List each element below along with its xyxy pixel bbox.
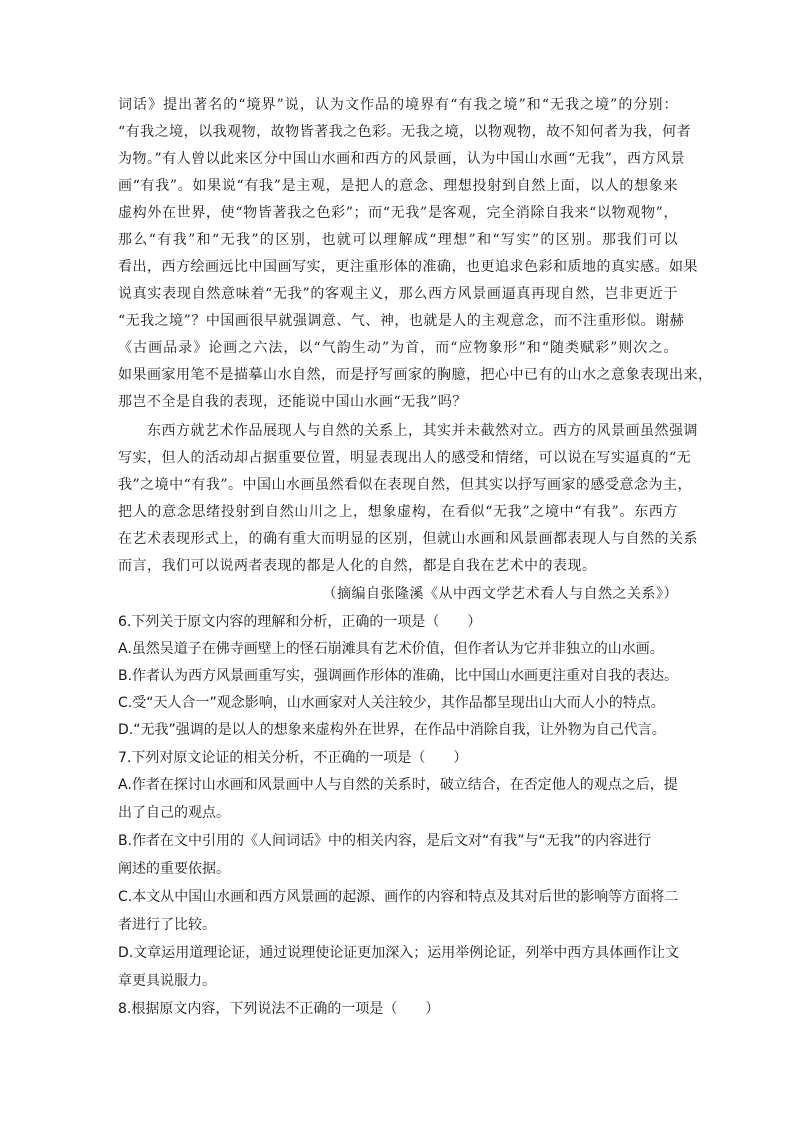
passage-line: 看出，西方绘画远比中国画写实，更注重形体的准确，也更追求色彩和质地的真实感。如果	[118, 259, 698, 275]
passage-source: （摘编自张隆溪《从中西文学艺术看人与自然之关系》）	[322, 586, 678, 602]
passage-line: 如果画家用笔不是描摹山水自然，而是抒写画家的胸臆，把心中已有的山水之意象表现出来，	[118, 367, 713, 383]
question-6-option-c: C.受“天人合一”观念影响，山水画家对人关注较少，其作品都呈现出山大而人小的特点。	[118, 695, 665, 711]
passage-line: 词话》提出著名的“境界”说，认为文作品的境界有“有我之境”和“无我之境”的分别：	[118, 97, 678, 113]
question-7-option-d-cont: 章更具说服力。	[118, 973, 216, 989]
passage-line: 画“有我”。如果说“有我”是主观，是把人的意念、理想投射到自然上面，以人的想象来	[118, 178, 678, 194]
question-7-stem: 7.下列对原文论证的相关分析，不正确的一项是（ ）	[118, 750, 468, 766]
passage-line: 东西方就艺术作品展现人与自然的关系上，其实并未截然对立。西方的风景画虽然强调	[147, 423, 698, 439]
question-7-option-c: C.本文从中国山水画和西方风景画的起源、画作的内容和特点及其对后世的影响等方面将二	[118, 889, 679, 905]
question-7-option-c-cont: 者进行了比较。	[118, 917, 216, 933]
passage-line: 为物。”有人曾以此来区分中国山水画和西方的风景画，认为中国山水画“无我”，西方风景	[118, 151, 685, 167]
passage-line: 把人的意念思绪投射到自然山川之上，想象虚构，在看似“无我”之境中“有我”。东西方	[118, 504, 678, 520]
passage-line: 在艺术表现形式上，的确有重大而明显的区别，但就山水画和风景画都表现人与自然的关系	[118, 531, 698, 547]
question-7-option-b: B.作者在文中引用的《人间词话》中的相关内容，是后文对“有我”与“无我”的内容进行	[118, 833, 652, 849]
question-6-stem: 6.下列关于原文内容的理解和分析，正确的一项是（ ）	[118, 614, 482, 630]
passage-line: 写实，但人的活动却占据重要位置，明显表现出人的感受和情绪，可以说在写实逼真的“无	[118, 450, 692, 466]
passage-line: 说真实表现自然意味着“无我”的客观主义，那么西方风景画逼真再现自然，岂非更近于	[118, 286, 678, 302]
question-6-option-a: A.虽然吴道子在佛寺画壁上的怪石崩滩具有艺术价值，但作者认为它并非独立的山水画。	[118, 641, 664, 657]
passage-line: 虚构外在世界，使“物皆著我之色彩”；而“无我”是客观，完全消除自我来“以物观物”，	[118, 205, 678, 221]
question-7-option-a: A.作者在探讨山水画和风景画中人与自然的关系时，破立结合，在否定他人的观点之后，提	[118, 777, 678, 793]
passage-line: 《古画品录》论画之六法，以“气韵生动”为首，而“应物象形”和“随类赋彩”则次之。	[118, 340, 678, 356]
question-6-option-d: D.“无我”强调的是以人的想象来虚构外在世界，在作品中消除自我，让外物为自己代言。	[118, 722, 666, 738]
question-7-option-a-cont: 出了自己的观点。	[118, 805, 230, 821]
passage-line: “有我之境，以我观物，故物皆著我之色彩。无我之境，以物观物，故不知何者为我，何者	[118, 124, 692, 140]
passage-line: “无我之境”？中国画很早就强调意、气、神，也就是人的主观意念，而不注重形似。谢赫	[118, 313, 685, 329]
passage-line: 那么“有我”和“无我”的区别，也就可以理解成“理想”和“写实”的区别。那我们可以	[118, 232, 678, 248]
question-7-option-b-cont: 阐述的重要依据。	[118, 861, 230, 877]
passage-line: 我”之境中“有我”。中国山水画虽然看似在表现自然，但其实以抒写画家的感受意念为主，	[118, 477, 692, 493]
passage-line: 而言，我们可以说两者表现的都是人化的自然，都是自我在艺术中的表现。	[118, 558, 597, 574]
passage-line: 那岂不全是自我的表现，还能说中国山水画“无我”吗？	[118, 394, 467, 410]
question-6-option-b: B.作者认为西方风景画重写实，强调画作形体的准确，比中国山水画更注重对自我的表达。	[118, 668, 679, 684]
question-8-stem: 8.根据原文内容，下列说法不正确的一项是（ ）	[118, 1001, 440, 1017]
question-7-option-d: D.文章运用道理论证，通过说理使论证更加深入；运用举例论证，列举中西方具体画作让文	[118, 945, 680, 961]
